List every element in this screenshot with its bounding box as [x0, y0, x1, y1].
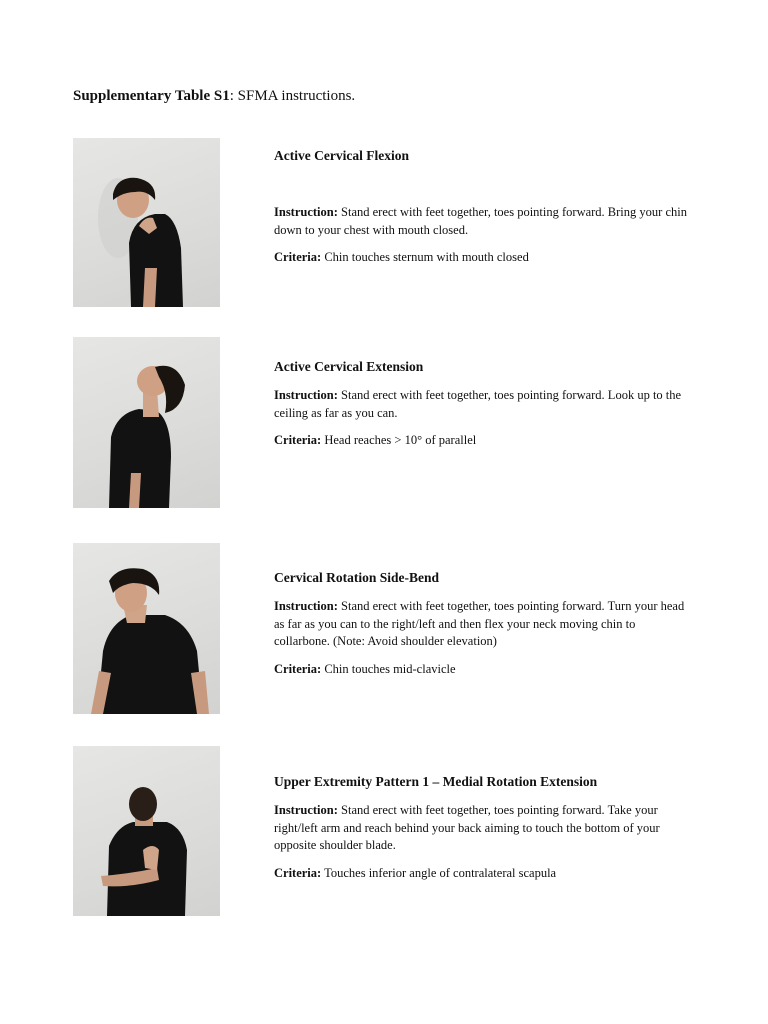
instruction-text — [274, 387, 694, 422]
instruction-text — [274, 598, 694, 651]
photo-cervical-rotation — [73, 543, 220, 714]
photo-upper-extremity — [73, 746, 220, 916]
instruction-text — [274, 204, 694, 239]
criteria-body: Chin touches sternum with mouth closed — [321, 250, 529, 264]
item-title: Cervical Rotation Side-Bend — [274, 570, 439, 585]
criteria-label: Criteria: — [274, 250, 322, 264]
criteria-label: Criteria: — [274, 661, 322, 676]
caption-label: Supplementary Table S1 — [73, 88, 230, 104]
item-cervical-extension — [274, 358, 694, 450]
criteria-label: Criteria: — [274, 433, 322, 447]
criteria-body: Chin touches mid-clavicle — [321, 661, 456, 676]
instruction-body: Stand erect with feet together, toes pointing forward. Bring your chin down to your chest with mouth closed. — [274, 205, 687, 237]
item-title: Upper Extremity Pattern 1 – Medial Rotation Extension — [274, 774, 598, 789]
photo-cervical-extension — [73, 337, 220, 508]
instruction-body: Stand erect with feet together, toes pointing forward. Look up to the ceiling as far as you can. — [274, 388, 682, 420]
table-caption — [73, 87, 355, 105]
item-upper-extremity — [274, 773, 694, 882]
instruction-body: Stand erect with feet together, toes pointing forward. Take your right/left arm and reach behind your back aiming to touch the bottom of your opposite shoulder blade. — [274, 803, 660, 852]
instruction-body: Stand erect with feet together, toes pointing forward. Turn your head as far as you can to the right/left and then flex your neck moving chin to collarbone. (Note: Avoid shoulder elevation) — [274, 599, 685, 648]
instruction-label: Instruction: — [274, 599, 338, 613]
instruction-label: Instruction: — [274, 388, 338, 402]
caption-text: : SFMA instructions. — [229, 88, 356, 104]
instruction-label: Instruction: — [274, 803, 338, 817]
item-title: Active Cervical Flexion — [274, 148, 409, 163]
criteria-label: Criteria: — [274, 865, 322, 880]
item-cervical-rotation — [274, 569, 694, 678]
instruction-label: Instruction: — [274, 205, 338, 219]
item-title: Active Cervical Extension — [274, 359, 424, 374]
criteria-text — [274, 865, 694, 883]
criteria-text — [274, 249, 694, 267]
item-cervical-flexion — [274, 147, 694, 267]
criteria-text — [274, 432, 694, 450]
criteria-body: Touches inferior angle of contralateral scapula — [321, 865, 557, 880]
photo-cervical-flexion — [73, 138, 220, 307]
criteria-body: Head reaches > 10° of parallel — [321, 433, 477, 447]
instruction-text — [274, 802, 694, 855]
criteria-text — [274, 661, 694, 679]
